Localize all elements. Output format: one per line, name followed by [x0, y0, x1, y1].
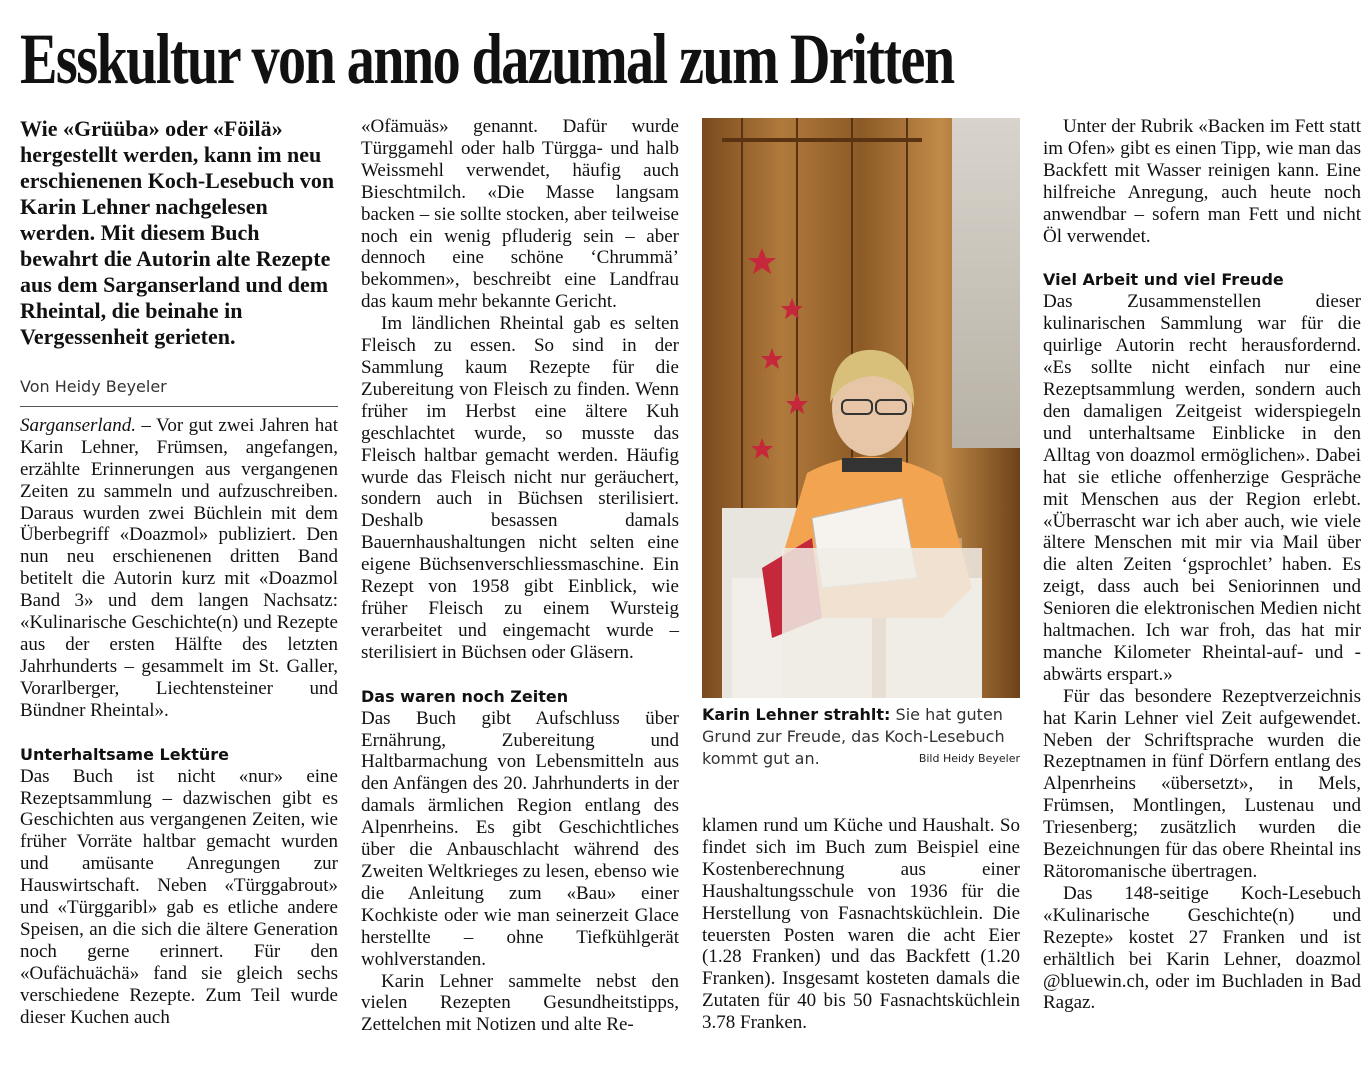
- photo-caption: [702, 704, 1020, 770]
- paragraph: Das 148-seitige Koch-Lesebuch «Kulinarische Geschichte(n) und Rezepte» kostet 27 Franken und ist erhältlich bei Karin Lehner, doazmol @bluewin.ch, oder im Buchladen in Bad Ragaz.: [1043, 882, 1361, 1014]
- column-3: [702, 815, 1020, 1034]
- column-2: [361, 116, 679, 1036]
- paragraph-text: – Vor gut zwei Jahren hat Karin Lehner, Frümsen, angefangen, erzählte Erinnerungen aus vergangenen Zeiten zu sammeln und aufzuschreiben. Daraus wurden zwei Büchlein mit dem Überbegriff «Doazmol» publiziert. Den nun neu erschienenen dritten Band betitelt die Autorin kurz mit «Doazmol Band 3» und dem langen Nachsatz: «Kulinarische Geschichte(n) und Rezepte aus der ersten Hälfte des letzten Jahrhunderts – gesammelt im St. Galler, Vorarlberger, Liechtensteiner und Bündner Rheintal».: [20, 414, 338, 721]
- paragraph: Das Zusammenstellen dieser kulinarischen Sammlung war für die quirlige Autorin recht herausfordernd. «Es sollte nicht einfach nur eine Rezeptsammlung werden, sondern auch den damaligen Zeitgeist widerspiegeln und unterhaltsame Einblicke in den Alltag von doazmol ermöglichen». Dabei hat sie etliche offenherzige Gespräche mit Menschen aus der Region erlebt. «Überrascht war ich aber auch, wie viele ältere Menschen mit mir via Mail über die alten Zeiten ‘gsprochlet’ haben. Es zeigt, dass auch bei Seniorinnen und Senioren die elektronischen Medien nicht haltmachen. Ich war froh, das hat mir manche Kilometer Rheintal-auf- und -abwärts erspart.»: [1043, 291, 1361, 685]
- paragraph: Im ländlichen Rheintal gab es selten Fleisch zu essen. So sind in der Sammlung kaum Rezepte für die Zubereitung von Fleisch zu finden. Wenn früher im Herbst eine ältere Kuh geschlachtet wurde, so musste das Fleisch haltbar gemacht werden. Häufig wurde das Fleisch nicht nur geräuchert, sondern auch in Büchsen sterilisiert. Deshalb besassen damals Bauernhaushaltungen nicht selten eine eigene Büchsenverschliessmaschine. Ein Rezept von 1958 gibt Einblick, wie früher Fleisch zu einem Wursteig verarbeitet und eingemacht wurde – sterilisiert in Büchsen oder Gläsern.: [361, 313, 679, 663]
- dateline: Sarganserland.: [20, 414, 136, 436]
- subheading: Viel Arbeit und viel Freude: [1043, 270, 1284, 290]
- caption-text: Sie hat guten Grund zur Freude, das Koch-Lesebuch kommt gut an.: [702, 705, 1005, 768]
- byline: Von Heidy Beyeler: [20, 376, 338, 407]
- article-lead: Wie «Grüüba» oder «Föilä» hergestellt werden, kann im neu erschienenen Koch-Lesebuch von Karin Lehner nachgelesen werden. Mit diesem Buch bewahrt die Autorin alte Rezepte aus dem Sarganserland und dem Rheintal, die beinahe in Vergessenheit gerieten.: [20, 116, 335, 349]
- paragraph: Unter der Rubrik «Backen im Fett statt im Ofen» gibt es einen Tipp, wie man das Backfett mit Wasser reinigen kann. Eine hilfreiche Anregung, auch heute noch anwendbar – sofern man Fett und nicht Öl verwendet.: [1043, 116, 1361, 247]
- photo-illustration: [702, 118, 1020, 698]
- paragraph: Das Buch ist nicht «nur» eine Rezeptsammlung – dazwischen gibt es Geschichten aus vergangenen Zeiten, wie früher Vorräte haltbar gemacht wurden und amüsante Anregungen zur Hauswirtschaft. Neben «Türggabrout» und «Türggaribl» gab es etliche andere Speisen, an die sich die ältere Generation noch gerne erinnert. Für den «Oufächuächä» fand sie gleich sechs verschiedene Rezepte. Zum Teil wurde dieser Kuchen auch: [20, 765, 338, 1028]
- article-title: Esskultur von anno dazumal zum Dritten: [20, 19, 954, 99]
- paragraph: «Ofämuäs» genannt. Dafür wurde Türggamehl oder halb Türgga- und halb Weissmehl verwendet, häufig auch Bieschtmilch. «Die Masse langsam backen – sie sollte stocken, aber teilweise noch ein wenig pfluderig sein – aber dennoch eine schöne ‘Chrummä’ bekommen», beschreibt eine Landfrau das kaum mehr bekannte Gericht.: [361, 116, 679, 313]
- paragraph: Für das besondere Rezeptverzeichnis hat Karin Lehner viel Zeit aufgewendet. Neben der Schriftsprache wurden die Rezeptnamen in fünf Dörfern entlang des Alpenrheins «übersetzt», in Mels, Frümsen, Montlingen, Lustenau und Triesenberg; zusätzlich wurden die Bezeichnungen für das obere Rheintal ins Rätoromanische übertragen.: [1043, 685, 1361, 882]
- subheading: Das waren noch Zeiten: [361, 686, 569, 706]
- column-1: [20, 116, 338, 1028]
- photo-credit: Bild Heidy Beyeler: [918, 752, 1020, 765]
- subheading: Unterhaltsame Lektüre: [20, 744, 229, 764]
- paragraph: Das Buch gibt Aufschluss über Ernährung, Zubereitung und Haltbarmachung von Lebensmitteln aus den Anfängen des 20. Jahrhunderts in der damals ärmlichen Region entlang des Alpenrheins. Es gibt Geschichtliches über die Anbauschlacht während des Zweiten Weltkrieges zu lesen, ebenso wie die Anleitung zum «Bau» einer Kochkiste oder wie man seinerzeit Glace herstellte – ohne Tiefkühlgerät wohlverstanden.: [361, 707, 679, 970]
- article-photo: [702, 118, 1020, 698]
- caption-bold: Karin Lehner strahlt:: [702, 705, 891, 724]
- column-4: [1043, 116, 1361, 1014]
- paragraph: klamen rund um Küche und Haushalt. So findet sich im Buch zum Beispiel eine Kostenberechnung aus einer Haushaltungsschule von 1936 für die Herstellung von Fasnachtsküchlein. Die teuersten Posten waren die acht Eier (1.28 Franken) und das Backfett (1.20 Franken). Insgesamt kosteten damals die Zutaten für 40 bis 50 Fasnachtsküchlein 3.78 Franken.: [702, 815, 1020, 1034]
- paragraph: [20, 415, 338, 722]
- paragraph: Karin Lehner sammelte nebst den vielen Rezepten Gesundheitstipps, Zettelchen mit Notizen und alte Re-: [361, 970, 679, 1036]
